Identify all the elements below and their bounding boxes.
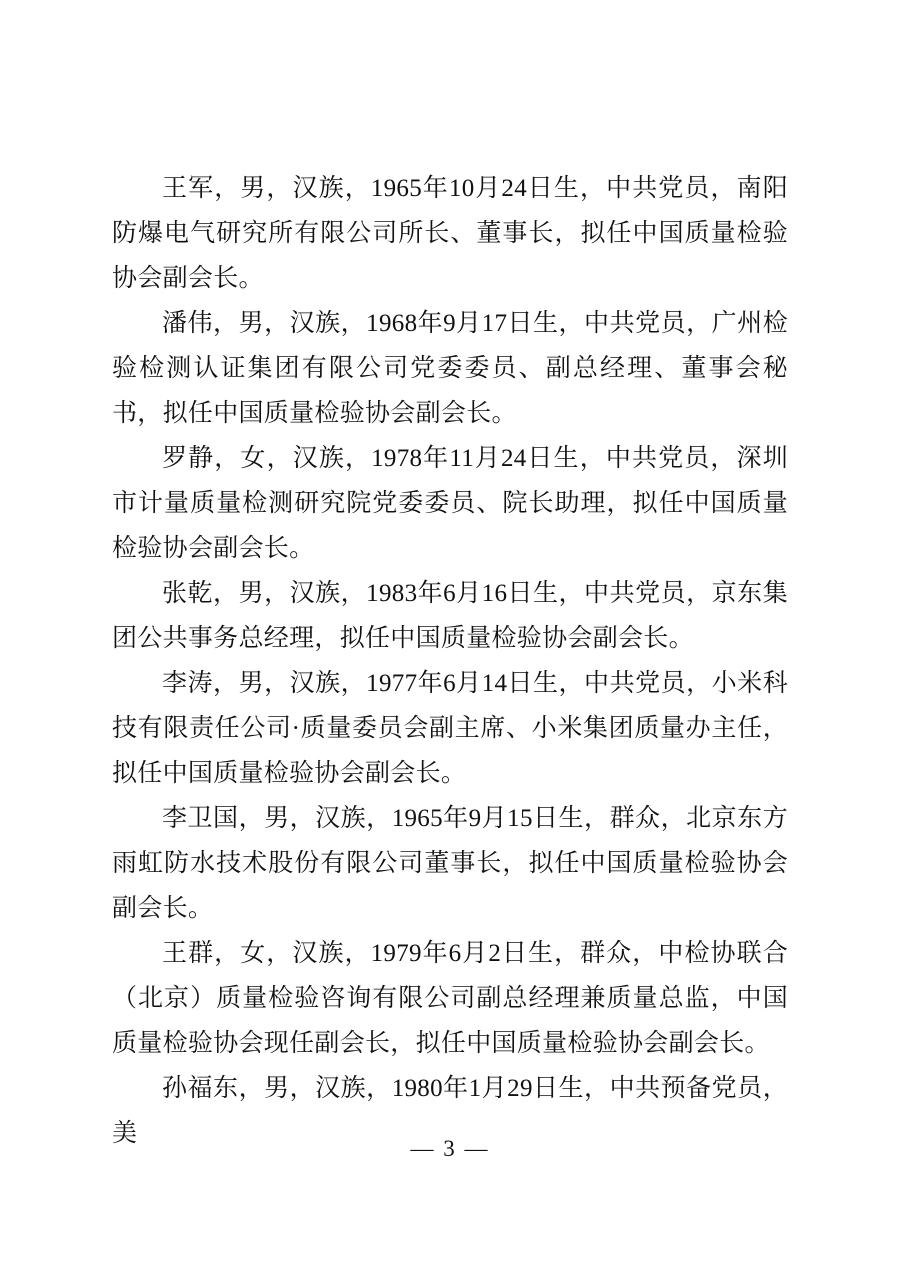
- page-number: — 3 —: [410, 1136, 490, 1161]
- document-body: [112, 166, 788, 1156]
- bio-paragraph: 王军，男，汉族，1965年10月24日生，中共党员，南阳防爆电气研究所有限公司所长、董事长，拟任中国质量检验协会副会长。: [112, 175, 788, 292]
- bio-paragraph: 张乾，男，汉族，1983年6月16日生，中共党员，京东集团公共事务总经理，拟任中国质量检验协会副会长。: [112, 580, 788, 652]
- bio-paragraph: 王群，女，汉族，1979年6月2日生，群众，中检协联合（北京）质量检验咨询有限公司副总经理兼质量总监，中国质量检验协会现任副会长，拟任中国质量检验协会副会长。: [112, 940, 788, 1057]
- bio-paragraph: 孙福东，男，汉族，1980年1月29日生，中共预备党员，美: [112, 1075, 788, 1147]
- bio-paragraph: 罗静，女，汉族，1978年11月24日生，中共党员，深圳市计量质量检测研究院党委委员、院长助理，拟任中国质量检验协会副会长。: [112, 445, 788, 562]
- page-footer: [0, 1134, 900, 1164]
- bio-paragraph: 潘伟，男，汉族，1968年9月17日生，中共党员，广州检验检测认证集团有限公司党委委员、副总经理、董事会秘书，拟任中国质量检验协会副会长。: [112, 310, 788, 427]
- bio-paragraph: 李涛，男，汉族，1977年6月14日生，中共党员，小米科技有限责任公司·质量委员会副主席、小米集团质量办主任，拟任中国质量检验协会副会长。: [112, 670, 788, 787]
- bio-paragraph: 李卫国，男，汉族，1965年9月15日生，群众，北京东方雨虹防水技术股份有限公司董事长，拟任中国质量检验协会副会长。: [112, 805, 788, 922]
